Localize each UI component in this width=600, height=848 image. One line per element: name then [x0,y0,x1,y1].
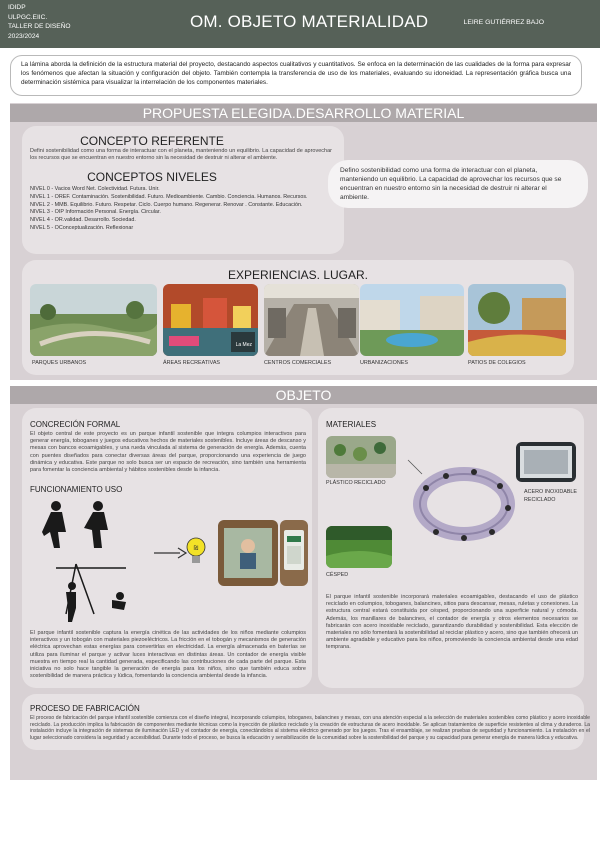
photo-energy-counter [280,520,308,586]
photo-cesped [326,526,392,568]
materiales-card [318,408,584,688]
caption-lugar: PARQUES URBANOS [32,360,87,366]
meta-line: 2023/2024 [8,32,40,40]
header-bar [0,0,600,48]
nivel-item: NIVEL 0 - Vacios Word Net. Colectividad. Futura. Unir. [30,186,160,192]
niveles-list [30,186,335,233]
course-meta [8,3,71,41]
niveles-title: CONCEPTOS NIVELES [87,170,217,184]
caption-lugar: PATIOS DE COLEGIOS [468,360,526,366]
children-illustration [36,498,136,628]
quote-text: Defino sostenibilidad como una forma de interactuar con el planeta, manteniendo un equilibrio. La capacidad de aprovechar los recursos que se encuentran en nuestro entorno sin la necesidad de destruir ni alterar el ambiente. [340,167,562,201]
concrecion-text: El objeto central de este proyecto es un parque infantil sostenible que integra columpios interactivos para generar energía, toboganes y juegos educativos hechos de materiales sostenibles. Incluye áreas de descanso y mesas con bancos ecoamigables, y una rueda vinculada al sistema de generación de energía. Además, cuenta con puentes diseñados para conectar diversas áreas del parque, proporcionando una experiencia de juego dinámica y educativa. Este parque no solo busca ser un espacio de recreación, sino también una herramienta para fomentar la conciencia ambiental y hábitos sostenibles desde la infancia. [30,431,306,474]
proceso-card [22,694,590,750]
concepto-text: Defini sostenibilidad como una forma de interactuar con el planeta, manteniendo un equilibrio. La capacidad de aprovechar los recursos que se encuentran en nuestro entorno sin la necesidad de destruir ni alterar el ambiente. [30,148,332,162]
proceso-text: El proceso de fabricación del parque infantil sostenible comienza con el diseño integral, incorporando columpios, toboganes, balancines y mesas, con una atención especial a la selección de materiales sostenibles como plástico y acero inoxidable reciclado. La producción implica la fabricación de componentes mediante técnicas como la inyección de plástico reciclado y la creación de estructuras de acero inoxidable. Se aplican tratamientos de superficie resistentes al clima y duraderos. La instalación incluye la integración de sistemas de iluminación LED y el contador de energía, conectándolos al sistema eléctrico generado por los juegos. Tras el ensamblaje, se realizan pruebas de seguridad y funcionamiento. La instalación en el lugar seleccionado considera la seguridad y accesibilidad. Durante todo el proceso, se busca la educación y sensibilización de la comunidad sobre la sostenibilidad del parque y su capacidad para generar energía de manera lúdica y educativa. [30,715,590,741]
label-plastico: PLÁSTICO RECICLADO [326,480,386,486]
funcionamiento-text: El parque infantil sostenible captura la energía cinética de las actividades de los niños mediante columpios interactivos y un tobogán con materiales piezoeléctricos. La fricción en el tobogán y mecanismos de generación eléctrica aprovechan estas energías para convertirlas en electricidad. La energía almacenada en baterías se utiliza para iluminar el parque y activar luces interactivas en distintas áreas. Un contador de energía visible muestra en tiempo real la cantidad generada, especificando las contribuciones de cada parte del parque. Esta iniciativa no solo hace tangible la generación de energía para los niños, sino que también educa sobre sostenibilidad de manera práctica y lúdica, fomentando la conciencia ambiental desde la infancia. [30,630,306,680]
materiales-title: MATERIALES [326,420,377,429]
author-name: LEIRE GUTIÉRREZ BAJO [463,19,544,26]
photo-plastico [326,436,396,478]
photo-patio-colegio [468,284,566,356]
logo-text: La Mez [235,342,252,348]
concrecion-title: CONCRECIÓN FORMAL [30,420,121,429]
page-title: OM. OBJETO MATERIALIDAD [190,12,429,31]
meta-line: ULPGC.EIIC. [8,13,48,21]
experiencias-title: EXPERIENCIAS. LUGAR. [227,268,369,282]
lightbulb-icon [184,536,208,568]
proposal-banner: PROPUESTA ELEGIDA.DESARROLLO MATERIAL [10,104,597,122]
label-acero: ACERO INOXIDABLE RECICLADO [524,489,578,503]
materiales-text: El parque infantil sostenible incorporará materiales ecoamigables, destacando el uso de plástico reciclado en columpios, toboganes, balancines, sitios para descansar, mesas, ruletas y conexiones. La estructura central estará constituida por césped, proporcionando una superficie natural y cómoda. Además, los manillares de balancines, el contador de energía y otros elementos necesarios se fabricarán con acero inoxidable reciclado, garantizando durabilidad y sostenibilidad. Esta elección de materiales no sólo fomentará la sostenibilidad al reciclar plástico y acero, sino que también ofrecerá un ambiente agradable y educativo para los niños, promoviendo la conciencia ambiental desde una edad temprana. [326,594,578,651]
park-ring-render [402,448,522,558]
photo-area-recreativa [163,284,258,356]
photo-acero [516,442,576,482]
funcionamiento-title: FUNCIONAMIENTO USO [30,485,123,494]
nivel-item: NIVEL 1 - OREF. Contaminación. Sostenibilidad. Futuro. Medioambiente. Cambio. Conciencia. Humanos. Recursos. [30,193,308,200]
caption-lugar: CENTROS COMERCIALES [264,360,332,366]
label-cesped: CÉSPED [326,572,349,578]
meta-line: IDIDP [8,4,26,11]
quote-card [328,160,588,208]
concepto-title: CONCEPTO REFERENTE [80,134,224,148]
nivel-item: NIVEL 5 - OConceptualización. Reflexionar [30,224,134,231]
nivel-item: NIVEL 4 - OR.validad. Desarrollo. Sociedad. [30,217,136,224]
svg-text:₪: ₪ [193,545,199,552]
photo-swing-child [218,520,278,586]
meta-line: TALLER DE DISEÑO [8,23,71,31]
concept-card [22,126,344,254]
concrecion-card [22,408,312,688]
nivel-item: NIVEL 2 - MMB. Equilibrio. Futuro. Respetar. Ciclo. Cuerpo humano. Regenerar. Renovar . Constante. Educación. [30,201,303,208]
nivel-item: NIVEL 3 - OIP Información Personal. Energía. Circular. [30,209,161,216]
photo-centro-comercial [264,284,359,356]
objeto-banner: OBJETO [10,386,597,404]
caption-lugar: URBANIZACIONES [360,360,408,366]
proceso-title: PROCESO DE FABRICACIÓN [30,704,140,713]
caption-lugar: ÁREAS RECREATIVAS [163,360,221,366]
intro-box: La lámina aborda la definición de la estructura material del proyecto, destacando aspectos cualitativos y cuantitativos. Se enfoca en la determinación de las cualidades de la forma para expresar los fenómenos que afectan la situación y configuración del objeto. También contempla la transferencia de uso de los materiales, evaluando su idoneidad. La representación gráfica busca una determinación sistémica para visualizar la interrelación de los componentes materiales. [10,55,582,96]
photo-parque-urbano [30,284,157,356]
photo-urbanizacion [360,284,464,356]
